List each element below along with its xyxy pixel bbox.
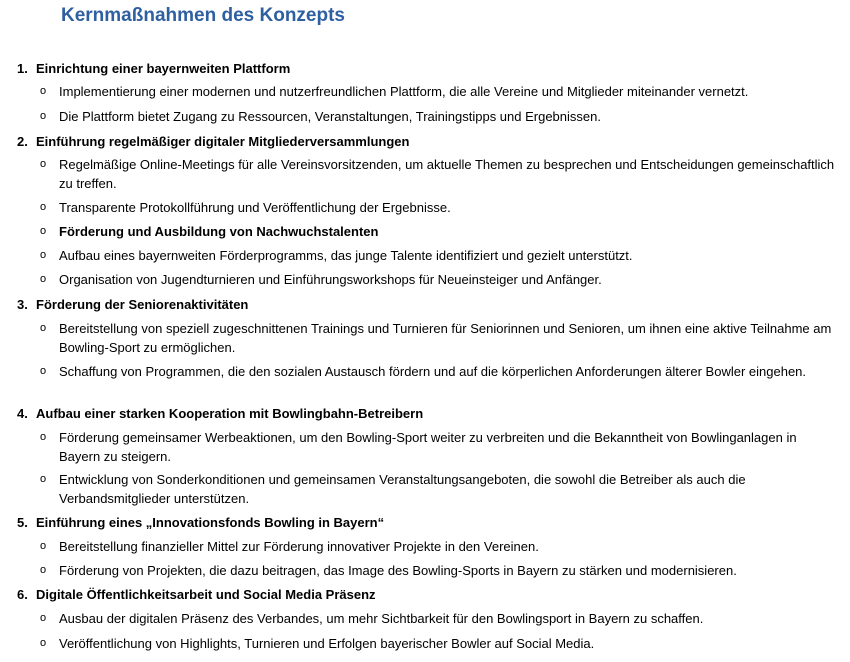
section-heading: Einführung eines „Innovationsfonds Bowling in Bayern“ [36, 515, 385, 530]
list-item-text: Entwicklung von Sonderkonditionen und gemeinsamen Veranstaltungsangeboten, die sowohl die Betreiber als auch die Verbandsmitglieder unterstützen. [59, 472, 746, 506]
bullet-icon: o [40, 431, 47, 443]
list-item-text: Regelmäßige Online-Meetings für alle Vereinsvorsitzenden, um aktuelle Themen zu besprechen und Entscheidungen gemeinschaftlich zu treffen. [59, 157, 835, 191]
list-item-text: Ausbau der digitalen Präsenz des Verbandes, um mehr Sichtbarkeit für den Bowlingsport in Bayern zu schaffen. [59, 611, 704, 626]
page-title: Kernmaßnahmen des Konzepts [61, 5, 345, 26]
section-heading: Digitale Öffentlichkeitsarbeit und Social Media Präsenz [36, 587, 376, 602]
section-heading: Förderung der Seniorenaktivitäten [36, 297, 249, 312]
bullet-icon: o [40, 85, 47, 97]
bullet-icon: o [40, 273, 47, 285]
list-item-text: Die Plattform bietet Zugang zu Ressourcen, Veranstaltungen, Trainingstipps und Ergebnissen. [59, 109, 601, 124]
section-number: 5. [17, 515, 28, 530]
section-heading: Einführung regelmäßiger digitaler Mitgliederversammlungen [36, 134, 410, 149]
bullet-icon: o [40, 201, 47, 213]
list-item-text: Förderung und Ausbildung von Nachwuchstalenten [59, 224, 379, 239]
bullet-icon: o [40, 158, 47, 170]
section-number: 2. [17, 134, 28, 149]
section-heading: Einrichtung einer bayernweiten Plattform [36, 61, 291, 76]
list-item-text: Förderung von Projekten, die dazu beitragen, das Image des Bowling-Sports in Bayern zu stärken und modernisieren. [59, 563, 737, 578]
list-item-text: Bereitstellung finanzieller Mittel zur Förderung innovativer Projekte in den Vereinen. [59, 539, 539, 554]
list-item-text: Schaffung von Programmen, die den sozialen Austausch fördern und auf die körperlichen Anforderungen älterer Bowler eingehen. [59, 364, 807, 379]
bullet-icon: o [40, 612, 47, 624]
list-item-text: Organisation von Jugendturnieren und Einführungsworkshops für Neueinsteiger und Anfänger. [59, 272, 602, 287]
list-item-text: Bereitstellung von speziell zugeschnittenen Trainings und Turnieren für Seniorinnen und Senioren, um ihnen eine aktive Teilnahme am Bowling-Sport zu ermöglichen. [59, 321, 832, 355]
bullet-icon: o [40, 564, 47, 576]
bullet-icon: o [40, 249, 47, 261]
bullet-icon: o [40, 322, 47, 334]
list-item-text: Transparente Protokollführung und Veröffentlichung der Ergebnisse. [59, 200, 451, 215]
bullet-icon: o [40, 225, 47, 237]
section-heading: Aufbau einer starken Kooperation mit Bowlingbahn-Betreibern [36, 406, 424, 421]
section-number: 1. [17, 61, 28, 76]
list-item-text: Aufbau eines bayernweiten Förderprogramms, das junge Talente identifiziert und gezielt unterstützt. [59, 248, 633, 263]
section-number: 4. [17, 406, 28, 421]
list-item-text: Veröffentlichung von Highlights, Turnieren und Erfolgen bayerischer Bowler auf Social Media. [59, 636, 595, 651]
bullet-icon: o [40, 473, 47, 485]
section-number: 3. [17, 297, 28, 312]
bullet-icon: o [40, 540, 47, 552]
bullet-icon: o [40, 365, 47, 377]
list-item-text: Implementierung einer modernen und nutzerfreundlichen Plattform, die alle Vereine und Mitglieder miteinander vernetzt. [59, 84, 749, 99]
section-number: 6. [17, 587, 28, 602]
list-item-text: Förderung gemeinsamer Werbeaktionen, um den Bowling-Sport weiter zu verbreiten und die Bekanntheit von Bowlinganlagen in Bayern zu steigern. [59, 430, 797, 464]
bullet-icon: o [40, 637, 47, 649]
bullet-icon: o [40, 110, 47, 122]
